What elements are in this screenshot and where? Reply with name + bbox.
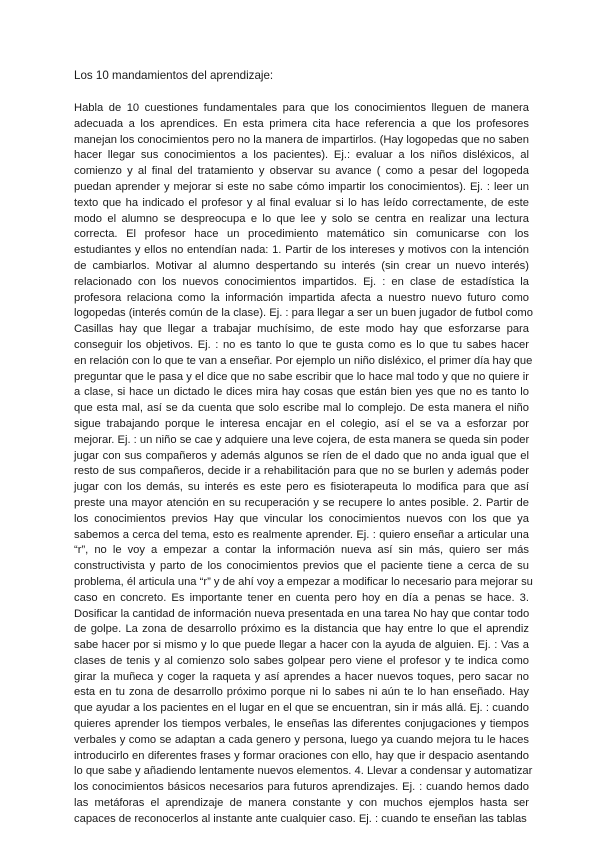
body-line: esta en tu zona de desarrollo próximo porque ni lo sabes ni aún te lo han enseñado. Hay	[74, 686, 529, 699]
body-line: que esta mal, así se da cuenta que solo escribe mal lo complejo. De esta manera el niño	[74, 402, 529, 415]
body-line: Casillas hay que llegar a trabajar muchísimo, de este modo hay que esforzarse para	[74, 323, 529, 336]
body-line: introducirlo en diferentes frases y formar oraciones con ello, hay que ir despacio asentando	[74, 749, 529, 762]
body-line: las metáforas el aprendizaje de manera constante y con muchos ejemplos hasta ser	[74, 797, 529, 810]
body-line: correcta. El profesor hace un procedimiento matemático sin comunicarse con los	[74, 228, 529, 241]
body-line: capaces de reconocerlos al instante ante cualquier caso. Ej. : cuando te enseñan las tablas	[74, 812, 527, 825]
body-line: de golpe. La zona de desarrollo próximo es la distancia que hay entre lo que el aprendiz	[74, 623, 529, 636]
body-line: girar la muñeca y coger la raqueta y así aprendes a hacer nuevos toques, pero sacar no	[74, 670, 529, 683]
body-line: texto que ha indicado el profesor y al final evaluar si lo has leído correctamente, de este	[74, 196, 529, 209]
body-line: constructivista y parto de los conocimientos previos que el paciente tiene a cerca de su	[74, 560, 529, 573]
body-line: en relación con lo que te van a enseñar. Por ejemplo un niño disléxico, el primer día hay que	[74, 354, 533, 367]
body-line: lo que sabe y añadiendo lentamente nuevos elementos. 4. Llevar a condensar y automatizar	[74, 765, 533, 778]
body-line: jugar con sus compañeros y además algunos se ríen de el dado que no anda igual que el	[74, 449, 529, 462]
body-line: los conocimientos básicos necesarios para futuros aprendizajes. Ej. : cuando hemos dado	[74, 781, 529, 794]
body-line: problema, él articula una “r” y de ahí voy a empezar a modificar lo necesario para mejorar su	[74, 575, 533, 588]
body-line: caso en concreto. Es importante tener en cuenta pero hoy en día a penas se hace. 3.	[74, 591, 529, 604]
body-line: comienzo y al final del tratamiento y observar su avance ( como a pesar del logopeda	[74, 165, 529, 178]
body-line: adecuada a los aprendices. En esta primera cita hace referencia a que los profesores	[74, 117, 529, 130]
body-line: conseguir los objetivos. Ej. : no es tanto lo que te gusta como es lo que tu sabes hacer	[74, 338, 529, 351]
body-line: hacer llegar sus conocimientos a los pacientes). Ej.: evaluar a los niños disléxicos, al	[74, 149, 529, 162]
body-line: Dosificar la cantidad de información nueva presentada en una tarea No hay que contar todo	[74, 607, 530, 620]
body-line: “r”, no le voy a empezar a contar la información nueva así sin más, quiero ser más	[74, 544, 529, 557]
body-line: logopedas (interés común de la clase). Ej. : para llegar a ser un buen jugador de futbol como	[74, 307, 533, 320]
body-line: modo el alumno se despreocupa e lo que lee y solo se centra en realizar una lectura	[74, 212, 529, 225]
body-line: que ayudar a los pacientes en el lugar en el que se encuentran, sin ir más allá. Ej. : cuando	[74, 702, 529, 715]
body-line: quieres aprender los tiempos verbales, le enseñas las diferentes conjugaciones y tiempos	[74, 718, 529, 731]
body-line: sabemos a cerca del tema, esto es realmente aprender. Ej. : quiero enseñar a articular una	[74, 528, 529, 541]
body-line: de cambiarlos. Motivar al alumno despertando su interés (sin crear un nuevo interés)	[74, 259, 529, 272]
body-line: puedan aprender y mejorar si este no sabe cómo impartir los conocimientos). Ej. : leer un	[74, 180, 529, 193]
body-line: relacionado con los nuevos conocimientos impartidos. Ej. : en clase de estadística la	[74, 275, 529, 288]
body-line: resto de sus compañeros, decide ir a rehabilitación para que no se burlen y además poder	[74, 465, 529, 478]
body-line: estudiantes y ellos no entendían nada: 1. Partir de los intereses y motivos con la intención	[74, 244, 529, 257]
body-line: verbales y como se adaptan a cada genero y persona, luego ya cuando mejora tu le haces	[74, 733, 529, 746]
document-title: Los 10 mandamientos del aprendizaje:	[74, 69, 274, 82]
body-line: mejorar. Ej. : un niño se cae y adquiere una leve cojera, de esta manera se queda sin poder	[74, 433, 530, 446]
body-line: clases de tenis y al comienzo solo sabes golpear pero viene el profesor y te indica como	[74, 654, 529, 667]
body-line: sigue trabajando porque le interesa encajar en el colegio, así el se va a esforzar por	[74, 417, 529, 430]
body-line: manejan los conocimientos pero no la manera de impartirlos. (Hay logopedas que no saben	[74, 133, 529, 146]
body-line: preste una mayor atención en su recuperación y se recupere lo antes posible. 2. Partir de	[74, 496, 529, 509]
body-line: los conocimientos previos Hay que vincular los conocimientos nuevos con los que ya	[74, 512, 529, 525]
body-line: jugar con los demás, su interés es este pero es fisioterapeuta lo modifica para que así	[74, 481, 529, 494]
body-line: Habla de 10 cuestiones fundamentales para que los conocimientos lleguen de manera	[74, 102, 529, 114]
body-line: preguntar que le pasa y el dice que no sabe escribir que lo hace mal todo y que no quiere ir	[74, 370, 529, 383]
document-body	[74, 101, 533, 828]
body-line: a clase, si hace un dictado le dices mira hay cosas que están bien yes que no es tanto lo	[74, 386, 529, 399]
body-line: profesora relaciona como la información impartida afecta a nuestro nuevo futuro como	[74, 291, 529, 304]
body-line: sabe hacer por si mismo y lo que puede llegar a hacer con la ayuda de alguien. Ej. : Vas a	[74, 639, 529, 652]
